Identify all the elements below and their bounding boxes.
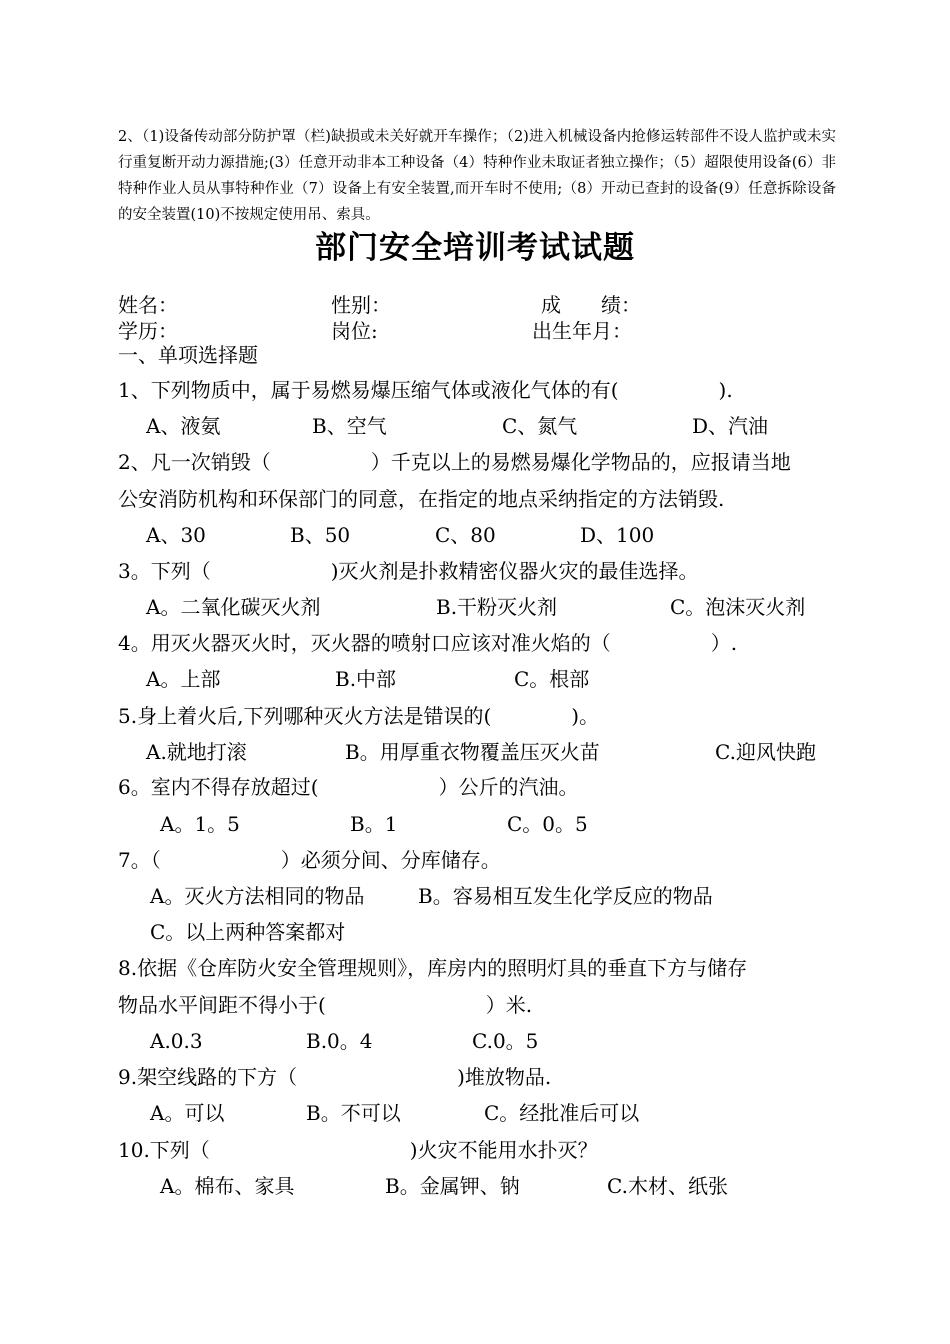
section-heading: 一、单项选择题: [118, 343, 258, 367]
q2-option-d: D、100: [580, 523, 655, 547]
info-row-1: [118, 292, 818, 318]
q10-option-b: B。金属钾、钠: [385, 1174, 520, 1198]
q1-option-b: B、空气: [312, 414, 387, 438]
question-2-line-2: 公安消防机构和环保部门的同意，在指定的地点采纳指定的方法销毁.: [118, 487, 725, 511]
post-label: 岗位:: [331, 319, 378, 343]
question-2-line-1: 2、凡一次销毁（ ）千克以上的易燃易爆化学物品的，应报请当地: [118, 450, 791, 474]
score-label: 成 绩：: [541, 293, 641, 317]
page-title: 部门安全培训考试试题: [315, 230, 635, 266]
q6-option-b: B。1: [350, 812, 398, 836]
question-9: 9.架空线路的下方（ )堆放物品.: [118, 1065, 552, 1089]
q3-option-a: A。二氧化碳灭火剂: [146, 595, 321, 619]
question-8-line-1: 8.依据《仓库防火安全管理规则》，库房内的照明灯具的垂直下方与储存: [118, 956, 748, 980]
q10-option-a: A。棉布、家具: [160, 1174, 295, 1198]
gender-label: 性别：: [331, 293, 391, 317]
q1-option-c: C、氮气: [502, 414, 578, 438]
q10-option-c: C.木材、纸张: [607, 1174, 728, 1198]
q2-option-a: A、30: [146, 523, 206, 547]
question-6: 6。室内不得存放超过( ）公斤的汽油。: [118, 775, 579, 799]
q2-option-b: B、50: [290, 523, 351, 547]
q7-option-b: B。容易相互发生化学反应的物品: [418, 884, 713, 908]
q9-option-c: C。经批准后可以: [484, 1101, 640, 1125]
q1-option-d: D、汽油: [692, 414, 769, 438]
q8-option-b: B.0。4: [306, 1029, 373, 1053]
q7-option-a: A。灭火方法相同的物品: [150, 884, 365, 908]
q2-option-c: C、80: [435, 523, 496, 547]
q5-option-c: C.迎风快跑: [715, 740, 816, 764]
q1-option-a: A、液氨: [146, 414, 221, 438]
info-row-2: [118, 318, 818, 344]
q5-option-a: A.就地打滚: [146, 740, 247, 764]
birth-label: 出生年月：: [532, 319, 632, 343]
question-10: 10.下列（ )火灾不能用水扑灭？: [118, 1138, 598, 1162]
q9-option-a: A。可以: [150, 1101, 225, 1125]
q8-option-c: C.0。5: [472, 1029, 539, 1053]
question-5: 5.身上着火后,下列哪种灭火方法是错误的( )。: [118, 704, 600, 728]
q5-option-b: B。用厚重衣物覆盖压灭火苗: [345, 740, 600, 764]
question-4: 4。用灭火器灭火时，灭火器的喷射口应该对准火焰的（ ）.: [118, 631, 738, 655]
q6-option-a: A。1。5: [160, 812, 240, 836]
q8-option-a: A.0.3: [150, 1029, 203, 1053]
question-7: 7。（ ）必须分间、分库储存。: [118, 848, 501, 872]
q4-option-c: C。根部: [514, 667, 590, 691]
intro-paragraph: 2、（1)设备传动部分防护罩（栏)缺损或未关好就开车操作；（2)进入机械设备内抢修运转部件不设人监护或未实行重复断开动力源措施;(3）任意开动非本工种设备（4）特种作业未取证者独立操作；（5）超限使用设备(6）非特种作业人员从事特种作业（7）设备上有安全装置,而开车时不使用;（8）开动已查封的设备(9）任意拆除设备的安全装置(10)不按规定使用吊、索具。: [118, 129, 836, 223]
name-label: 姓名：: [118, 293, 178, 317]
question-3: 3。下列（ )灭火剂是扑救精密仪器火灾的最佳选择。: [118, 559, 699, 583]
q4-option-a: A。上部: [146, 667, 221, 691]
q9-option-b: B。不可以: [306, 1101, 401, 1125]
q3-option-c: C。泡沫灭火剂: [670, 595, 806, 619]
question-8-line-2: 物品水平间距不得小于( ）米.: [118, 993, 533, 1017]
q4-option-b: B.中部: [335, 667, 397, 691]
education-label: 学历：: [118, 319, 178, 343]
q6-option-c: C。0。5: [507, 812, 588, 836]
q7-option-c: C。以上两种答案都对: [150, 920, 346, 944]
q3-option-b: B.干粉灭火剂: [436, 595, 558, 619]
question-1: 1、下列物质中，属于易燃易爆压缩气体或液化气体的有( ).: [118, 378, 733, 402]
